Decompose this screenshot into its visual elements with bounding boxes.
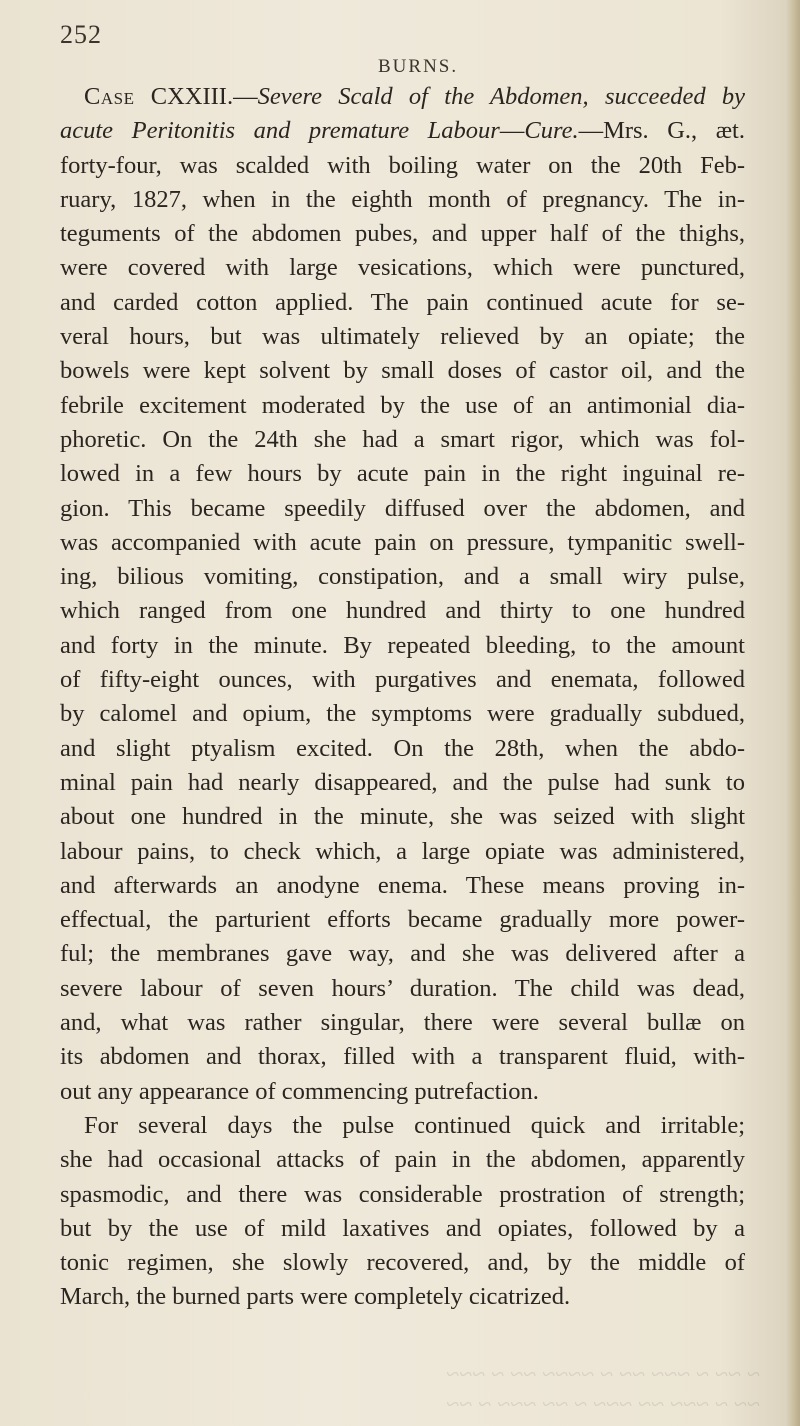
page-gutter-shadow (786, 0, 800, 1426)
running-title: BURNS. (378, 56, 459, 77)
text-line: and afterwards an anodyne enema. These means proving in- (60, 871, 745, 899)
text-line: effectual, the parturient efforts became gradually more power- (60, 906, 745, 934)
text-line: minal pain had nearly disappeared, and the pulse had sunk to (60, 768, 745, 796)
text-line: were covered with large vesications, which were punctured, (60, 254, 745, 282)
text-line: she had occasional attacks of pain in the abdomen, apparently (60, 1146, 745, 1174)
text-line: which ranged from one hundred and thirty to one hundred (60, 597, 745, 625)
text-line: forty-four, was scalded with boiling water on the 20th Feb- (60, 151, 745, 179)
text-line: about one hundred in the minute, she was seized with slight (60, 803, 745, 831)
text-line: ing, bilious vomiting, constipation, and a small wiry pulse, (60, 563, 745, 591)
text-line: bowels were kept solvent by small doses of castor oil, and the (60, 357, 745, 385)
text-line: out any appearance of commencing putrefaction. (60, 1077, 539, 1105)
case-cure: Cure. (524, 117, 579, 145)
case-title-part-1: Severe Scald of the Abdomen, succeeded by (257, 83, 746, 110)
case-number: CXXIII. (150, 83, 234, 110)
text-line: febrile excitement moderated by the use of an antimonial dia- (60, 391, 745, 419)
text-line: ful; the membranes gave way, and she was delivered after a (60, 940, 745, 968)
text-line: of fifty-eight ounces, with purgatives and enemata, followed (60, 666, 745, 694)
text-line: but by the use of mild laxatives and opiates, followed by a (60, 1214, 745, 1242)
text-line: gion. This became speedily diffused over the abdomen, and (60, 494, 745, 522)
show-through-ink (120, 1360, 760, 1420)
text-line: severe labour of seven hours’ duration. The child was dead, (60, 974, 745, 1002)
show-through-line: ~~ ~ ~~~ ~~ ~~~ ~ ~~ ~~~ ~ ~~ (446, 1392, 760, 1418)
text-line: tonic regimen, she slowly recovered, and, by the middle of (60, 1249, 745, 1277)
show-through-line: ~ ~~ ~ ~~~ ~~ ~ ~~~~ ~~ ~ ~~~ (446, 1362, 760, 1388)
text-line: —Mrs. G., æt. (578, 117, 745, 145)
text-line: For several days the pulse continued quick and irritable; (84, 1111, 745, 1139)
text-line: teguments of the abdomen pubes, and upper half of the thighs, (60, 220, 745, 248)
text-line: March, the burned parts were completely cicatrized. (60, 1283, 571, 1311)
text-line: lowed in a few hours by acute pain in the right inguinal re- (60, 460, 745, 488)
text-line: labour pains, to check which, a large opiate was administered, (60, 837, 745, 865)
text-line: phoretic. On the 24th she had a smart rigor, which was fol- (60, 425, 745, 453)
text-line: veral hours, but was ultimately relieved by an opiate; the (60, 323, 745, 351)
text-line: and carded cotton applied. The pain continued acute for se- (60, 288, 745, 316)
text-line: was accompanied with acute pain on pressure, tympanitic swell- (60, 528, 745, 556)
text-line: by calomel and opium, the symptoms were gradually subdued, (60, 700, 745, 728)
text-line: and forty in the minute. By repeated bleeding, to the amount (60, 631, 745, 659)
case-title-part-2: acute Peritonitis and premature Labour (60, 117, 500, 145)
text-line: and slight ptyalism excited. On the 28th, when the abdo- (60, 734, 745, 762)
text-line: and, what was rather singular, there were several bullæ on (60, 1009, 745, 1037)
text-line: ruary, 1827, when in the eighth month of pregnancy. The in- (60, 185, 745, 213)
case-label: Case (84, 83, 135, 110)
case-body (60, 80, 745, 1315)
text-line: its abdomen and thorax, filled with a transparent fluid, with- (60, 1043, 745, 1071)
text-line: spasmodic, and there was considerable prostration of strength; (60, 1180, 745, 1208)
case-heading-line: Case CXXIII.—Severe Scald of the Abdomen, succeeded by (84, 83, 746, 110)
page-number: 252 (60, 20, 102, 49)
case-heading-line-2: acute Peritonitis and premature Labour—Cure.—Mrs. G., æt. (60, 117, 745, 145)
